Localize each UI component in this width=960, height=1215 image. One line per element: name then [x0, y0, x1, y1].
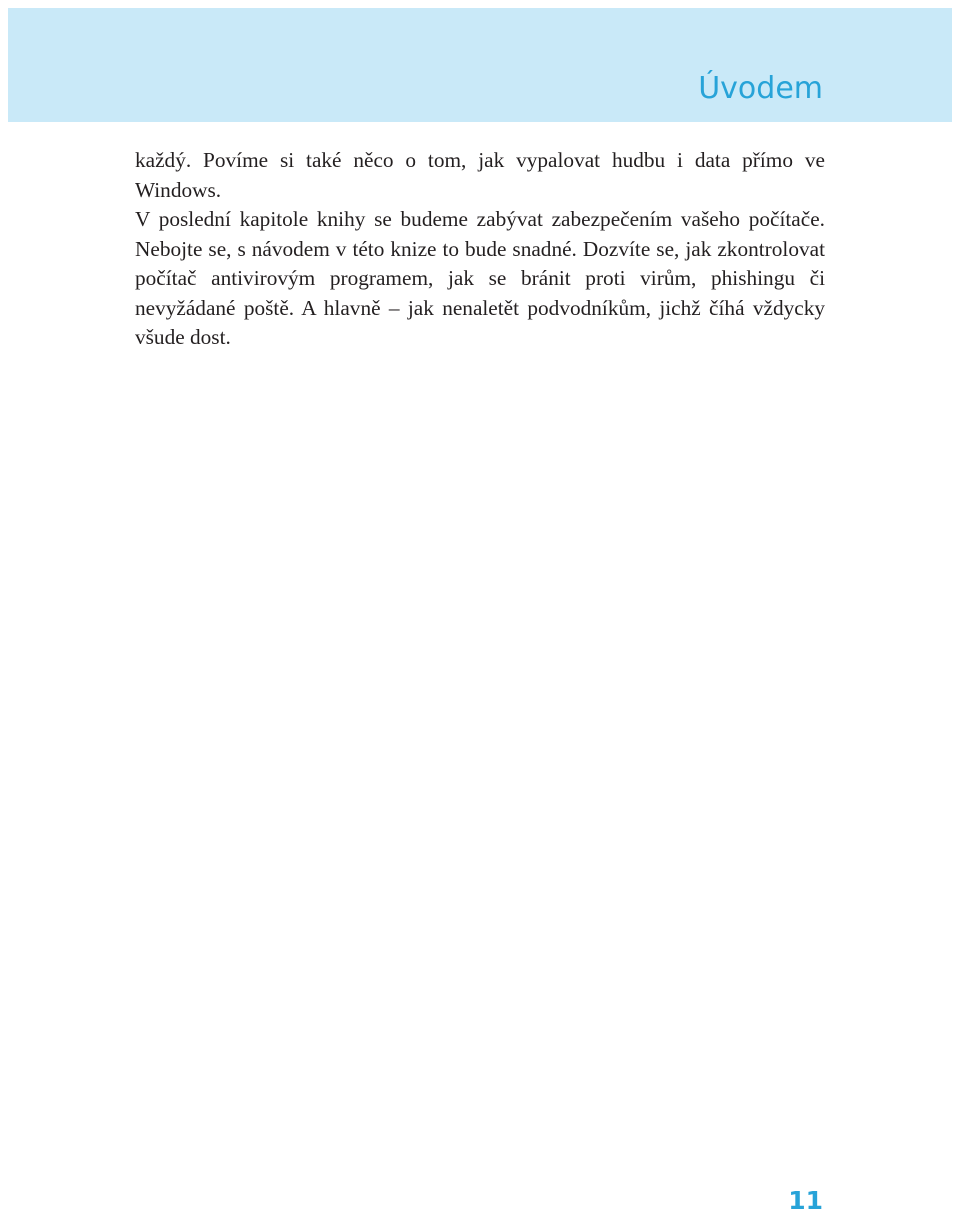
- body-text: [135, 146, 825, 353]
- paragraph-1: každý. Povíme si také něco o tom, jak vypalovat hudbu i data přímo ve Windows.: [135, 148, 825, 202]
- chapter-title: Úvodem: [698, 71, 823, 106]
- paragraph-2: V poslední kapitole knihy se budeme zabývat zabezpečením vašeho počítače. Nebojte se, s návodem v této knize to bude snadné. Dozvíte se, jak zkontrolovat počítač antivirovým programem, jak se bránit proti virům, phishingu či nevyžádané poště. A hlavně – jak nenaletět podvodníkům, jichž číhá vždycky všude dost.: [135, 207, 825, 349]
- page-number: 11: [788, 1186, 823, 1215]
